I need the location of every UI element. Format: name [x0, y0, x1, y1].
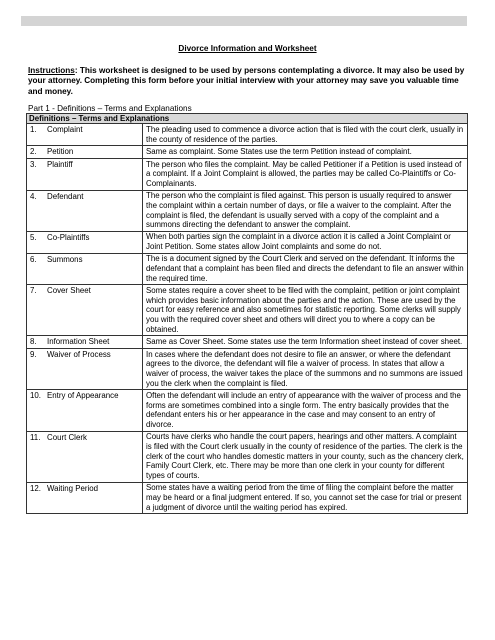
part-heading: Part 1 - Definitions – Terms and Explanations — [28, 104, 192, 113]
definition-number: 9. — [30, 350, 37, 360]
definition-explanation: The pleading used to commence a divorce action that is filed with the court clerk, usually in the county of residence of the parties. — [143, 124, 468, 146]
definition-row — [27, 231, 468, 253]
definition-term: Complaint — [47, 125, 83, 135]
definition-term-cell — [27, 231, 143, 253]
definition-number: 10. — [30, 391, 41, 401]
header-bar — [21, 16, 467, 26]
definition-term: Entry of Appearance — [47, 391, 119, 401]
definition-number: 2. — [30, 147, 37, 157]
definitions-table-body — [27, 114, 468, 514]
definition-explanation: The is a document signed by the Court Clerk and served on the defendant. It informs the defendant that a complaint has been filed and directs the defendant to file an answer within the required time. — [143, 253, 468, 285]
definition-term-cell — [27, 146, 143, 159]
definition-explanation: Some states require a cover sheet to be filed with the complaint, petition or joint complaint which provides basic information about the parties and the action. These are used by the court for easy reference and also sometimes for statistic reporting. Some clerks will supply you with the required cover sheet and others will direct you to where a copy can be obtained. — [143, 285, 468, 336]
definition-term-cell — [27, 390, 143, 431]
definition-row — [27, 431, 468, 482]
definition-term: Defendant — [47, 191, 84, 201]
definition-explanation: Same as Cover Sheet. Some states use the term Information sheet instead of cover sheet. — [143, 336, 468, 349]
definition-row — [27, 349, 468, 390]
definition-term: Waiver of Process — [47, 350, 111, 360]
definition-row — [27, 124, 468, 146]
definition-term-cell — [27, 482, 143, 514]
definition-term: Waiting Period — [47, 483, 99, 493]
definition-number: 6. — [30, 254, 37, 264]
definition-term-cell — [27, 190, 143, 231]
definition-row — [27, 336, 468, 349]
definition-explanation: Some states have a waiting period from the time of filing the complaint before the matter may be heard or a final judgment entered. If so, you cannot set the case for trial or present a judgment of divorce until the waiting period has expired. — [143, 482, 468, 514]
definition-explanation: In cases where the defendant does not desire to file an answer, or where the defendant agrees to the divorce, the defendant will file a waiver of process. In states that allow a waiver of process, the waiver takes the place of the summons and no summons are issued you the clerk when the complaint is filed. — [143, 349, 468, 390]
definition-term-cell — [27, 349, 143, 390]
definition-term-cell — [27, 253, 143, 285]
definition-explanation: The person who files the complaint. May be called Petitioner if a Petition is used instead of a complaint. If a Joint Complaint is allowed, the parties may be called Co-Plaintiffs or Co-Complainants. — [143, 159, 468, 191]
definition-row — [27, 482, 468, 514]
instructions-body: : This worksheet is designed to be used by persons contemplating a divorce. It may also be used by your attorney. Completing this form before your initial interview with your attorney may save you valuable time and money. — [28, 66, 465, 96]
definition-explanation: Often the defendant will include an entry of appearance with the waiver of process and the forms are sometimes combined into a single form. The entry basically provides that the defendant enters his or her appearance in the case and may consent to an entry of divorce. — [143, 390, 468, 431]
definition-term: Co-Plaintiffs — [47, 232, 90, 242]
definition-explanation: Courts have clerks who handle the court papers, hearings and other matters. A complaint is filed with the Court clerk usually in the county of residence of the parties. The clerk is the clerk of the court who handles domestic matters in your county, such as the chancery clerk, Family Court Clerk, etc. There may be more than one clerk in your county for different types of courts. — [143, 431, 468, 482]
definition-number: 3. — [30, 160, 37, 170]
definition-explanation: Same as complaint. Some States use the term Petition instead of complaint. — [143, 146, 468, 159]
definition-term: Plaintiff — [47, 160, 73, 170]
definition-term-cell — [27, 159, 143, 191]
definition-number: 7. — [30, 286, 37, 296]
definition-term: Cover Sheet — [47, 286, 91, 296]
definition-row — [27, 159, 468, 191]
instructions-lead: Instructions — [28, 66, 75, 75]
definition-term-cell — [27, 285, 143, 336]
definitions-header-row — [27, 114, 468, 124]
definition-row — [27, 190, 468, 231]
definition-row — [27, 285, 468, 336]
definitions-table — [26, 113, 468, 514]
definition-number: 11. — [30, 432, 41, 442]
definition-term-cell — [27, 431, 143, 482]
definition-number: 1. — [30, 125, 37, 135]
document-title: Divorce Information and Worksheet — [178, 44, 317, 53]
instructions-paragraph — [28, 66, 468, 97]
definition-explanation: The person who the complaint is filed against. This person is usually required to answer the complaint within a certain number of days, or file a waiver to the complaint. After the complaint is filed, the defendant is usually served with a copy of the complaint and a summons directing the defendant to answer the complaint. — [143, 190, 468, 231]
definition-term: Information Sheet — [47, 337, 110, 347]
definition-number: 4. — [30, 191, 37, 201]
definitions-header: Definitions – Terms and Explanations — [27, 114, 468, 124]
definition-term: Summons — [47, 254, 83, 264]
definition-number: 8. — [30, 337, 37, 347]
definition-term: Court Clerk — [47, 432, 87, 442]
definition-row — [27, 146, 468, 159]
definition-number: 5. — [30, 232, 37, 242]
definition-number: 12. — [30, 483, 41, 493]
definition-term-cell — [27, 124, 143, 146]
definition-row — [27, 253, 468, 285]
definition-row — [27, 390, 468, 431]
definition-explanation: When both parties sign the complaint in a divorce action it is called a Joint Complaint or Joint Petition. Some states allow Joint complaints and some do not. — [143, 231, 468, 253]
definition-term: Petition — [47, 147, 74, 157]
definition-term-cell — [27, 336, 143, 349]
